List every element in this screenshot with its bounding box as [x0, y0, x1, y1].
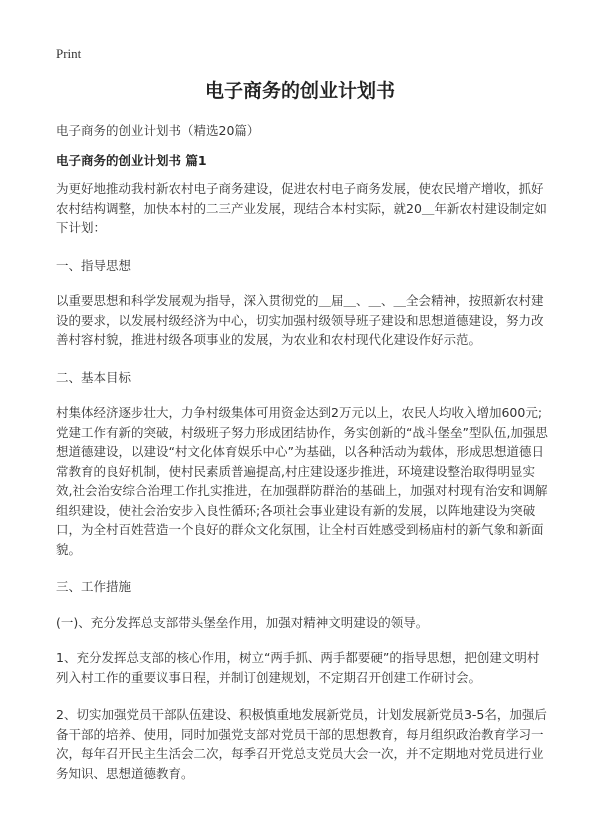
heading-work-measures: 三、工作措施 [56, 579, 132, 594]
page-title: 电子商务的创业计划书 [204, 80, 395, 102]
print-link[interactable]: Print [56, 46, 82, 61]
guiding-ideology-paragraph: 以重要思想和科学发展观为指导，深入贯彻党的＿届＿、＿、＿全会精神，按照新农村建设的要求，以发展村级经济为中心，切实加强村级领导班子建设和思想道德建设，努力改善村容村貌，推进村级各项事业的发展，为农业和农村现代化建设作好示范。 [56, 293, 544, 347]
measure-1-heading: (一)、充分发挥总支部带头堡垒作用，加强对精神文明建设的领导。 [56, 614, 429, 630]
document-subtitle: 电子商务的创业计划书（精选20篇） [56, 123, 260, 138]
heading-guiding-ideology: 一、指导思想 [56, 257, 132, 273]
intro-paragraph: 为更好地推动我村新农村电子商务建设，促进农村电子商务发展，使农民增产增收，抓好农村结构调整，加快本村的二三产业发展，现结合本村实际，就20＿年新农村建设制定如下计划： [56, 181, 547, 235]
measure-item-1: 1、充分发挥总支部的核心作用，树立“两手抓、两手都要硬”的指导思想，把创建文明村列入村工作的重要议事日程，并制订创建规划，不定期召开创建工作研讨会。 [56, 650, 540, 685]
measure-item-2: 2、切实加强党员干部队伍建设、积极慎重地发展新党员，计划发展新党员3-5名，加强后备干部的培养、使用，同时加强党支部对党员干部的思想教育，每月组织政治教育学习一次，每年召开民主生活会二次，每季召开党总支党员大会一次，并不定期地对党员进行业务知识、思想道德教育。 [56, 707, 547, 781]
basic-goals-paragraph: 村集体经济逐步壮大，力争村级集体可用资金达到2万元以上，农民人均收入增加600元;党建工作有新的突破，村级班子努力形成团结协作，务实创新的“战斗堡垒”型队伍,加强思想道德建设，以建设“村文化体育娱乐中心”为基础，以各种活动为载体，形成思想道德日常教育的良好机制，使村民素质普遍提高,村庄建设逐步推进，环境建设整治取得明显实效,社会治安综合治理工作扎实推进，在加强群防群治的基础上，加强对村现有治安和调解组织建设，使社会治安步入良性循环;各项社会事业建设有新的发展，以阵地建设为突破口，为全村百姓营造一个良好的群众文化氛围，让全村百姓感受到杨庙村的新气象和新面貌。 [56, 405, 548, 557]
section-title: 电子商务的创业计划书 篇1 [56, 153, 207, 168]
heading-basic-goals: 二、基本目标 [56, 369, 132, 385]
article-body [56, 179, 548, 801]
